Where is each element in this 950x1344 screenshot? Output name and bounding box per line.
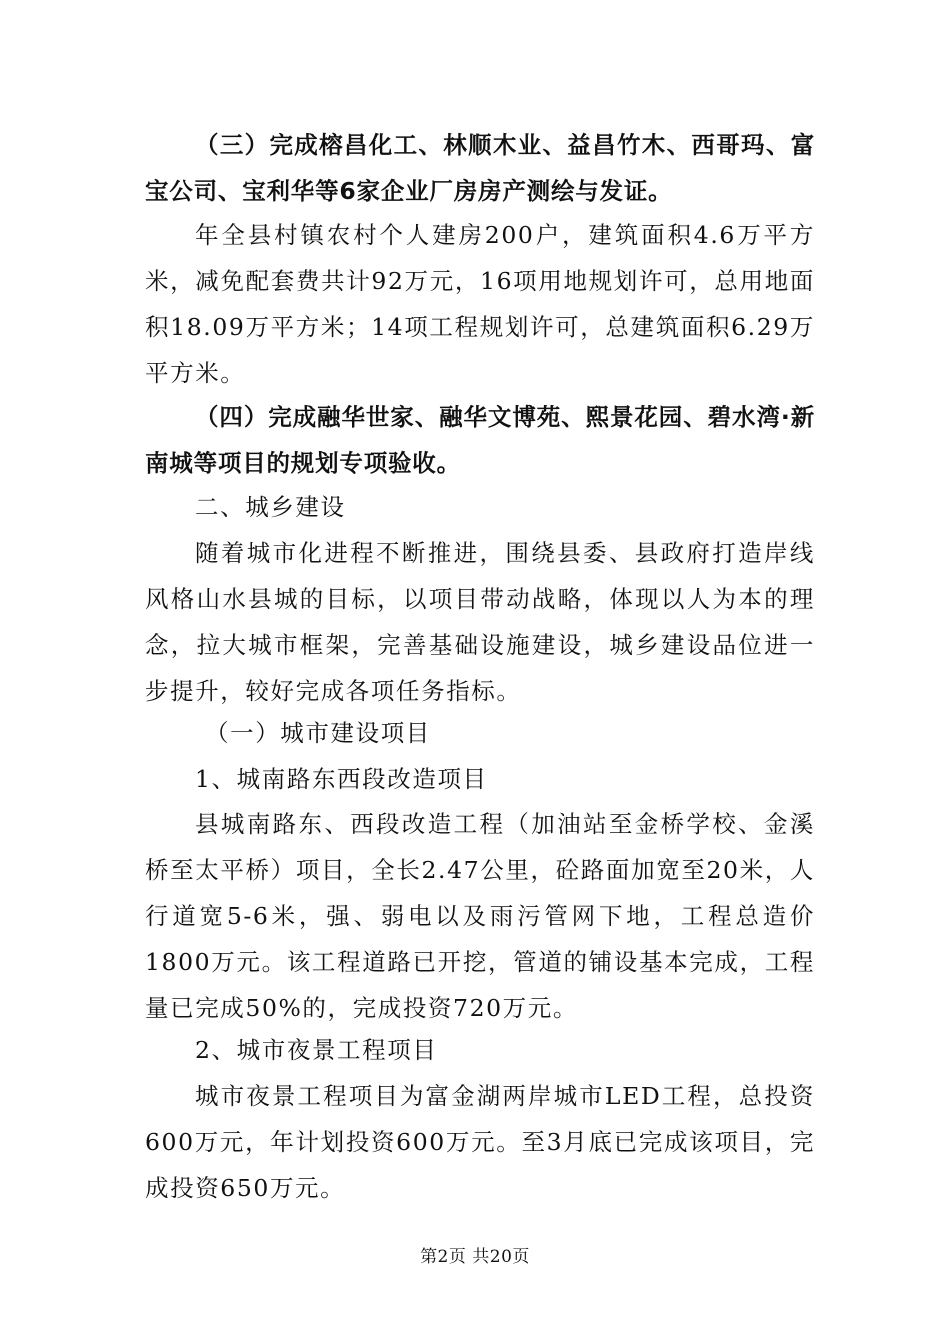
subheading-night-scene: 2、城市夜景工程项目	[195, 1036, 438, 1064]
paragraph-urbanization: 随着城市化进程不断推进，围绕县委、县政府打造岸线风格山水县城的目标，以项目带动战略，体现以人为本的理念，拉大城市框架，完善基础设施建设，城乡建设品位进一步提升，较好完成各项任务指标。	[145, 539, 815, 705]
paragraph-night-scene: 城市夜景工程项目为富金湖两岸城市LED工程，总投资600万元，年计划投资600万元。至3月底已完成该项目，完成投资650万元。	[145, 1082, 815, 1202]
paragraph-section-4: （四）完成融华世家、融华文博苑、熙景花园、碧水湾·新南城等项目的规划专项验收。	[145, 403, 815, 477]
paragraph-chengnan-road: 县城南路东、西段改造工程（加油站至金桥学校、金溪桥至太平桥）项目，全长2.47公里，砼路面加宽至20米，人行道宽5-6米，强、弱电以及雨污管网下地，工程总造价1800万元。该工程道路已开挖，管道的铺设基本完成，工程量已完成50%的，完成投资720万元。	[145, 810, 815, 1022]
paragraph-section-3: （三）完成榕昌化工、林顺木业、益昌竹木、西哥玛、富宝公司、宝利华等6家企业厂房房产测绘与发证。	[145, 131, 815, 205]
subheading-chengnan-road: 1、城南路东西段改造项目	[195, 765, 488, 793]
page-footer: 第2页 共20页	[420, 1247, 530, 1267]
paragraph-housing-stats: 年全县村镇农村个人建房200户，建筑面积4.6万平方米，减免配套费共计92万元，16项用地规划许可，总用地面积18.09万平方米；14项工程规划许可，总建筑面积6.29万平方米。	[145, 221, 815, 387]
heading-city-projects: （一）城市建设项目	[205, 719, 431, 747]
heading-urban-rural-construction: 二、城乡建设	[195, 493, 346, 521]
